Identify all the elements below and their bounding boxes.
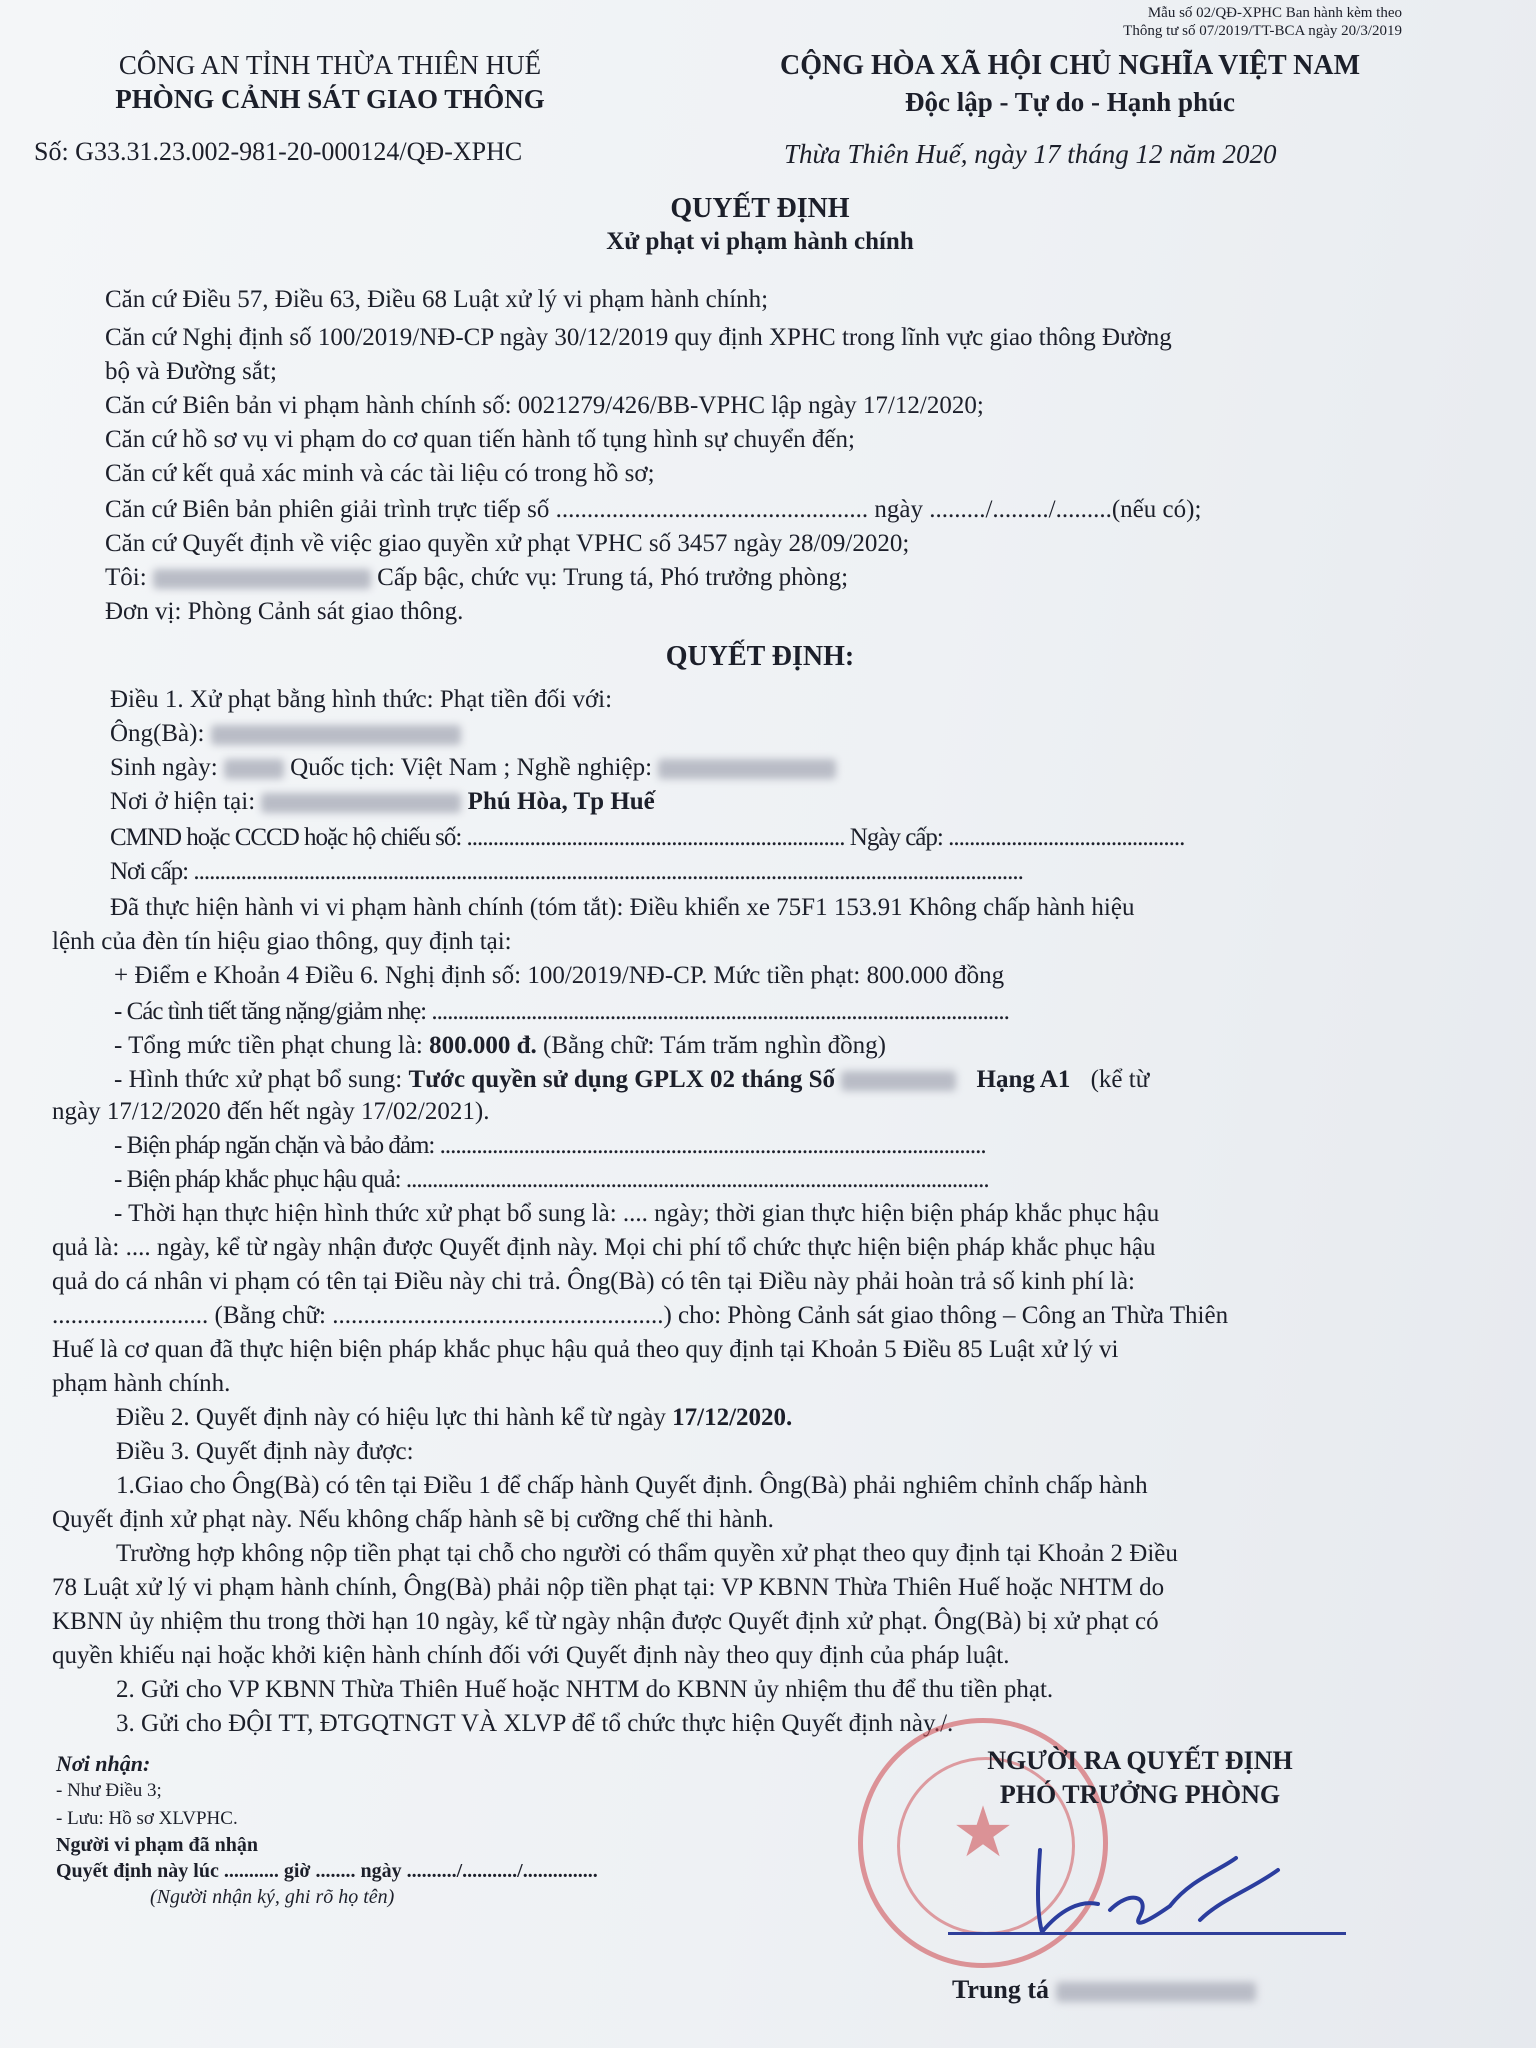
signature-underline (948, 1932, 1346, 1935)
address-line (110, 786, 655, 818)
redacted-signer-name (1056, 1982, 1256, 2002)
extra-prefix: - Hình thức xử phạt bổ sung: (114, 1066, 403, 1093)
deadline-line: ......................... (Bằng chữ: .....................................................) cho: Phòng Cảnh sát giao thông – Công an Thừa Thiên (52, 1302, 1229, 1329)
deadline-line: quả do cá nhân vi phạm có tên tại Điều này chi trả. Ông(Bà) có tên tại Điều này phải hoàn trả số kinh phí là: (52, 1268, 1136, 1295)
preamble-line: Căn cứ Quyết định về việc giao quyền xử phạt VPHC số 3457 ngày 28/09/2020; (105, 530, 910, 557)
nationality: Quốc tịch: Việt Nam ; Nghề nghiệp: (290, 754, 653, 781)
recipient-item: - Lưu: Hồ sơ XLVPHC. (56, 1808, 238, 1829)
document-title: QUYẾT ĐỊNH (670, 193, 850, 224)
extra-class: Hạng A1 (976, 1066, 1071, 1093)
deadline-line: - Thời hạn thực hiện hình thức xử phạt bổ sung là: .... ngày; thời gian thực hiện biện pháp khắc phục hậu (114, 1200, 1160, 1227)
article3-line: Trường hợp không nộp tiền phạt tại chỗ cho người có thẩm quyền xử phạt theo quy định tại Khoản 2 Điều (116, 1540, 1178, 1567)
officer-suffix: Cấp bậc, chức vụ: Trung tá, Phó trưởng phòng; (377, 564, 849, 591)
signature (1000, 1840, 1320, 1940)
deadline-line: phạm hành chính. (52, 1370, 231, 1397)
signer-rank: Trung tá (952, 1975, 1050, 2004)
officer-line (105, 562, 848, 594)
preamble-line: Căn cứ Điều 57, Điều 63, Điều 68 Luật xử lý vi phạm hành chính; (105, 286, 769, 313)
extra-bold: Tước quyền sử dụng GPLX 02 tháng Số (408, 1066, 836, 1093)
dob-label: Sinh ngày: (110, 754, 218, 781)
redacted-officer-name (153, 569, 371, 589)
article3-line: 2. Gửi cho VP KBNN Thừa Thiên Huế hoặc NHTM do KBNN ủy nhiệm thu để thu tiền phạt. (116, 1676, 1054, 1703)
decision-number: Số: G33.31.23.002-981-20-000124/QĐ-XPHC (34, 137, 523, 166)
id-line: CMND hoặc CCCD hoặc hộ chiếu số: ........................................................................ Ngày cấp: ............................................. (110, 824, 1185, 851)
department-name: PHÒNG CẢNH SÁT GIAO THÔNG (115, 84, 545, 114)
recipient-note: Quyết định này lúc ........... giờ ........ ngày ........../.........../............... (56, 1860, 598, 1882)
officer-prefix: Tôi: (105, 564, 147, 591)
redacted-dob (224, 759, 284, 779)
article3-heading: Điều 3. Quyết định này được: (116, 1438, 414, 1465)
signer-title1: NGƯỜI RA QUYẾT ĐỊNH (987, 1746, 1293, 1775)
preamble-line: Căn cứ Biên bản phiên giải trình trực tiếp số .................................................. ngày ........./........./.........(nếu có); (105, 496, 1202, 523)
redacted-person-name (211, 725, 461, 745)
header-left (60, 48, 600, 116)
address-value: Phú Hòa, Tp Huế (467, 788, 655, 815)
total-amount: 800.000 đ. (429, 1032, 537, 1059)
article2-text: Điều 2. Quyết định này có hiệu lực thi hành kể từ ngày (116, 1404, 666, 1431)
total-prefix: - Tổng mức tiền phạt chung là: (114, 1032, 423, 1059)
star-icon: ★ (951, 1795, 1015, 1872)
aggravating-line: - Các tình tiết tăng nặng/giảm nhẹ: .............................................................................................................. (114, 998, 1009, 1025)
article3-line: 78 Luật xử lý vi phạm hành chính, Ông(Bà) phải nộp tiền phạt tại: VP KBNN Thừa Thiên Huế hoặc NHTM do (52, 1574, 1165, 1601)
form-note (1000, 4, 1402, 40)
article3-line: 3. Gửi cho ĐỘI TT, ĐTGQTNGT VÀ XLVP để tổ chức thực hiện Quyết định này./. (116, 1710, 954, 1737)
redacted-address (261, 793, 461, 813)
article3-line: KBNN ủy nhiệm thu trong thời hạn 10 ngày, kể từ ngày nhận được Quyết định xử phạt. Ông(Bà) bị xử phạt có (52, 1608, 1159, 1635)
issued-line: Nơi cấp: .............................................................................................................................................................. (110, 858, 1023, 885)
article3-line: quyền khiếu nại hoặc khởi kiện hành chính đối với Quyết định này theo quy định của pháp luật. (52, 1642, 1010, 1669)
signer-block (880, 1744, 1400, 1812)
extra-penalty-line (114, 1064, 1149, 1096)
form-note-line1: Mẫu số 02/QĐ-XPHC Ban hành kèm theo (1147, 5, 1402, 21)
deadline-line: Huế là cơ quan đã thực hiện biện pháp khắc phục hậu quả theo quy định tại Khoản 5 Điều 85 Luật xử lý vi (52, 1336, 1119, 1363)
title-block (430, 192, 1090, 258)
deadline-line: quả là: .... ngày, kể từ ngày nhận được Quyết định này. Mọi chi phí tổ chức thực hiện biện pháp khắc phục hậu (52, 1234, 1156, 1261)
article2-line (116, 1402, 792, 1434)
preamble-line: Đơn vị: Phòng Cảnh sát giao thông. (105, 598, 464, 625)
redacted-occupation (658, 759, 836, 779)
preamble-line: Căn cứ Biên bản vi phạm hành chính số: 0021279/426/BB-VPHC lập ngày 17/12/2020; (105, 392, 984, 419)
signer-name-line (952, 1974, 1256, 2006)
article3-line: 1.Giao cho Ông(Bà) có tên tại Điều 1 để chấp hành Quyết định. Ông(Bà) phải nghiêm chỉnh chấp hành (116, 1472, 1148, 1499)
dob-line (110, 752, 836, 784)
redacted-license-number (841, 1071, 956, 1091)
violation-line: Đã thực hiện hành vi vi phạm hành chính (tóm tắt): Điều khiển xe 75F1 153.91 Không chấp hành hiệu (110, 894, 1135, 921)
preamble-line: Căn cứ kết quả xác minh và các tài liệu có trong hồ sơ; (105, 460, 655, 487)
form-note-line2: Thông tư số 07/2019/TT-BCA ngày 20/3/2019 (1123, 23, 1402, 39)
address-label: Nơi ở hiện tại: (110, 788, 256, 815)
extra-suffix: (kể từ (1090, 1066, 1150, 1093)
recipient-note: (Người nhận ký, ghi rõ họ tên) (150, 1886, 395, 1908)
total-words: (Bằng chữ: Tám trăm nghìn đồng) (543, 1032, 886, 1059)
decision-heading: QUYẾT ĐỊNH: (665, 641, 855, 672)
clause-line: + Điểm e Khoản 4 Điều 6. Nghị định số: 100/2019/NĐ-CP. Mức tiền phạt: 800.000 đồng (114, 962, 1005, 989)
person-line (110, 718, 461, 750)
motto: Độc lập - Tự do - Hạnh phúc (904, 87, 1236, 117)
person-label: Ông(Bà): (110, 720, 205, 747)
preamble-line: bộ và Đường sắt; (105, 358, 277, 385)
document-subtitle: Xử phạt vi phạm hành chính (606, 228, 914, 255)
extra-penalty-line2: ngày 17/12/2020 đến hết ngày 17/02/2021). (52, 1098, 490, 1125)
header-right (740, 48, 1400, 120)
recipient-item: - Như Điều 3; (56, 1780, 162, 1801)
issue-date: Thừa Thiên Huế, ngày 17 tháng 12 năm 2020 (784, 139, 1277, 169)
prevent-line: - Biện pháp ngăn chặn và bảo đảm: ........................................................................................................ (114, 1132, 986, 1159)
agency-name: CÔNG AN TỈNH THỪA THIÊN HUẾ (118, 50, 542, 80)
signer-title2: PHÓ TRƯỞNG PHÒNG (999, 1780, 1281, 1809)
preamble-line: Căn cứ hồ sơ vụ vi phạm do cơ quan tiến hành tố tụng hình sự chuyển đến; (105, 426, 855, 453)
country-name: CỘNG HÒA XÃ HỘI CHỦ NGHĨA VIỆT NAM (779, 50, 1361, 81)
article2-date: 17/12/2020. (672, 1404, 793, 1431)
recipients-heading: Nơi nhận: (56, 1751, 151, 1776)
article3-line: Quyết định xử phạt này. Nếu không chấp hành sẽ bị cưỡng chế thi hành. (52, 1506, 774, 1533)
preamble-line: Căn cứ Nghị định số 100/2019/NĐ-CP ngày 30/12/2019 quy định XPHC trong lĩnh vực giao thông Đường (105, 324, 1172, 351)
violation-line: lệnh của đèn tín hiệu giao thông, quy định tại: (52, 928, 512, 955)
total-line (114, 1030, 886, 1062)
article1-heading: Điều 1. Xử phạt bằng hình thức: Phạt tiền đối với: (110, 686, 613, 713)
recipient-note: Người vi phạm đã nhận (56, 1834, 259, 1856)
remedy-line: - Biện pháp khắc phục hậu quả: ............................................................................................................... (114, 1166, 989, 1193)
